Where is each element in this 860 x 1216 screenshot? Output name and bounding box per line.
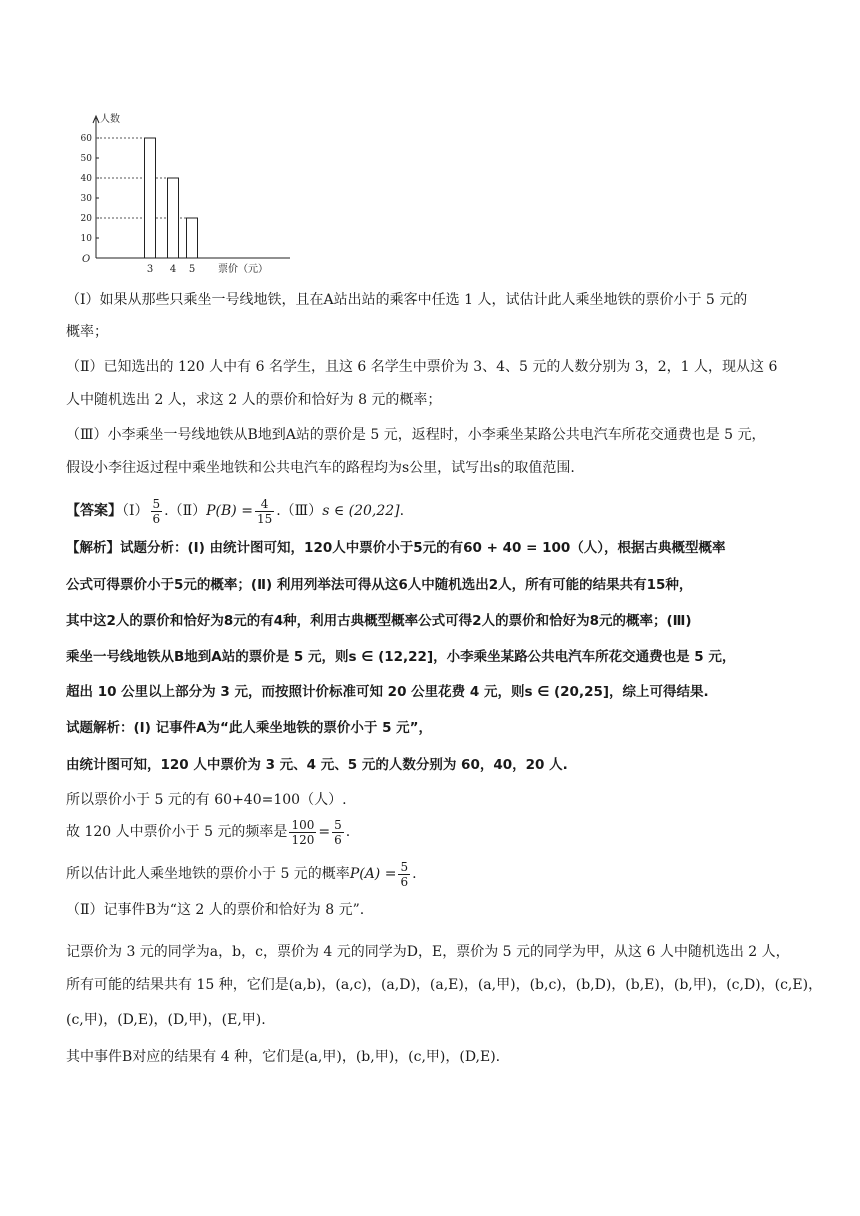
answer-1-fraction — [151, 497, 163, 526]
solution-line-4: （Ⅱ）记事件B为“这 2 人的票价和恰好为 8 元”. — [66, 902, 365, 918]
chart-bars — [145, 138, 198, 258]
x-tick-label: 5 — [188, 264, 196, 275]
solution-3-end: . — [412, 866, 417, 882]
solution-3-text: 所以估计此人乘坐地铁的票价小于 5 元的概率 — [66, 866, 350, 882]
answer-range: s ∈ (20,22] — [322, 503, 400, 519]
solution-line-3 — [66, 856, 806, 892]
analysis-line-7: 由统计图可知，120 人中票价为 3 元、4 元、5 元的人数分别为 60，40，20 人. — [66, 757, 568, 773]
answer-part-2-label: .（Ⅱ） — [164, 503, 207, 519]
origin-label: O — [82, 254, 91, 265]
y-tick-label: 30 — [80, 194, 92, 204]
y-tick-label: 40 — [80, 174, 92, 184]
y-tick-label: 60 — [80, 134, 92, 144]
solution-2-fraction-a — [289, 818, 316, 847]
answer-label: 【答案】 — [66, 503, 122, 519]
solution-2-end: . — [345, 824, 351, 840]
solution-3-fraction — [398, 860, 410, 889]
fraction-numerator: 5 — [334, 817, 342, 832]
answer-pb-label: P(B) = — [206, 503, 253, 519]
fraction-numerator: 4 — [255, 497, 274, 512]
solution-2-fraction-b — [332, 818, 344, 847]
analysis-line-6: 试题解析：(Ⅰ) 记事件A为“此人乘坐地铁的票价小于 5 元”， — [66, 720, 433, 736]
fraction-numerator: 100 — [291, 817, 315, 832]
x-tick-label: 4 — [169, 264, 177, 275]
answer-line — [66, 494, 806, 528]
bar-5 — [187, 218, 198, 258]
question-3-line-1: （Ⅲ）小李乘坐一号线地铁从B地到A站的票价是 5 元，返程时，小李乘坐某路公共电汽车所花交通费也是 5 元， — [66, 427, 766, 443]
question-1-line-1: （Ⅰ）如果从那些只乘坐一号线地铁，且在A站出站的乘客中任选 1 人，试估计此人乘坐地铁的票价小于 5 元的 — [66, 292, 748, 308]
solution-line-6: 所有可能的结果共有 15 种，它们是(a,b)，(a,c)，(a,D)，(a,E)，(a,甲)，(b,c)，(b,D)，(b,E)，(b,甲)，(c,D)，(c,E)， — [66, 977, 823, 993]
x-tick-label: 3 — [146, 264, 154, 275]
solution-line-1: 所以票价小于 5 元的有 60+40=100（人）. — [66, 792, 347, 808]
analysis-line-2: 公式可得票价小于5元的概率；(Ⅱ) 利用列举法可得从这6人中随机选出2人，所有可能的结果共有15种， — [66, 577, 693, 593]
analysis-line-5: 超出 10 公里以上部分为 3 元，而按照计价标准可知 20 公里花费 4 元，则s ∈ (20,25]，综上可得结果. — [66, 684, 709, 700]
question-2-line-2: 人中随机选出 2 人，求这 2 人的票价和恰好为 8 元的概率； — [66, 392, 442, 408]
question-2-line-1: （Ⅱ）已知选出的 120 人中有 6 名学生，且这 6 名学生中票价为 3、4、5 元的人数分别为 3，2，1 人，现从这 6 — [66, 359, 778, 375]
answer-2-fraction — [255, 497, 274, 526]
x-axis-label: 票价（元） — [218, 264, 268, 275]
analysis-line-1: 【解析】试题分析：(Ⅰ) 由统计图可知，120人中票价小于5元的有60 + 40 = 100（人），根据古典概型概率 — [66, 540, 726, 556]
solution-2-equals: = — [318, 824, 331, 840]
bar-4 — [168, 178, 179, 258]
fraction-denominator: 15 — [256, 511, 273, 526]
solution-line-8: 其中事件B对应的结果有 4 种，它们是(a,甲)，(b,甲)，(c,甲)，(D,E). — [66, 1049, 501, 1065]
solution-line-5: 记票价为 3 元的同学为a，b，c，票价为 4 元的同学为D，E，票价为 5 元的同学为甲，从这 6 人中随机选出 2 人， — [66, 944, 790, 960]
y-tick-label: 50 — [80, 154, 92, 164]
bar-chart — [68, 108, 308, 278]
solution-3-pa: P(A) = — [349, 866, 397, 882]
solution-line-2 — [66, 814, 806, 850]
answer-part-1-label: （Ⅰ） — [122, 503, 149, 519]
y-tick-label: 20 — [80, 214, 92, 224]
fraction-denominator: 6 — [400, 874, 409, 889]
answer-end: . — [399, 503, 405, 519]
question-1-line-2: 概率； — [66, 324, 108, 340]
solution-line-7: (c,甲)，(D,E)，(D,甲)，(E,甲). — [66, 1012, 266, 1028]
analysis-line-3: 其中这2人的票价和恰好为8元的有4种，利用古典概型概率公式可得2人的票价和恰好为8元的概率；(Ⅲ) — [66, 613, 692, 629]
fraction-denominator: 120 — [291, 832, 315, 847]
fraction-denominator: 6 — [152, 511, 161, 526]
question-3-line-2: 假设小李往返过程中乘坐地铁和公共电汽车的路程均为s公里，试写出s的取值范围. — [66, 460, 575, 476]
answer-part-3-label: .（Ⅲ） — [276, 503, 323, 519]
bar-3 — [145, 138, 156, 258]
fraction-denominator: 6 — [334, 832, 342, 847]
analysis-line-4: 乘坐一号线地铁从B地到A站的票价是 5 元，则s ∈ (12,22]，小李乘坐某路公共电汽车所花交通费也是 5 元， — [66, 649, 736, 665]
y-tick-label: 10 — [80, 234, 92, 244]
solution-2-text: 故 120 人中票价小于 5 元的频率是 — [66, 824, 288, 840]
fraction-numerator: 5 — [400, 859, 409, 874]
fraction-numerator: 5 — [152, 496, 161, 511]
y-axis-label: 人数 — [100, 114, 120, 125]
